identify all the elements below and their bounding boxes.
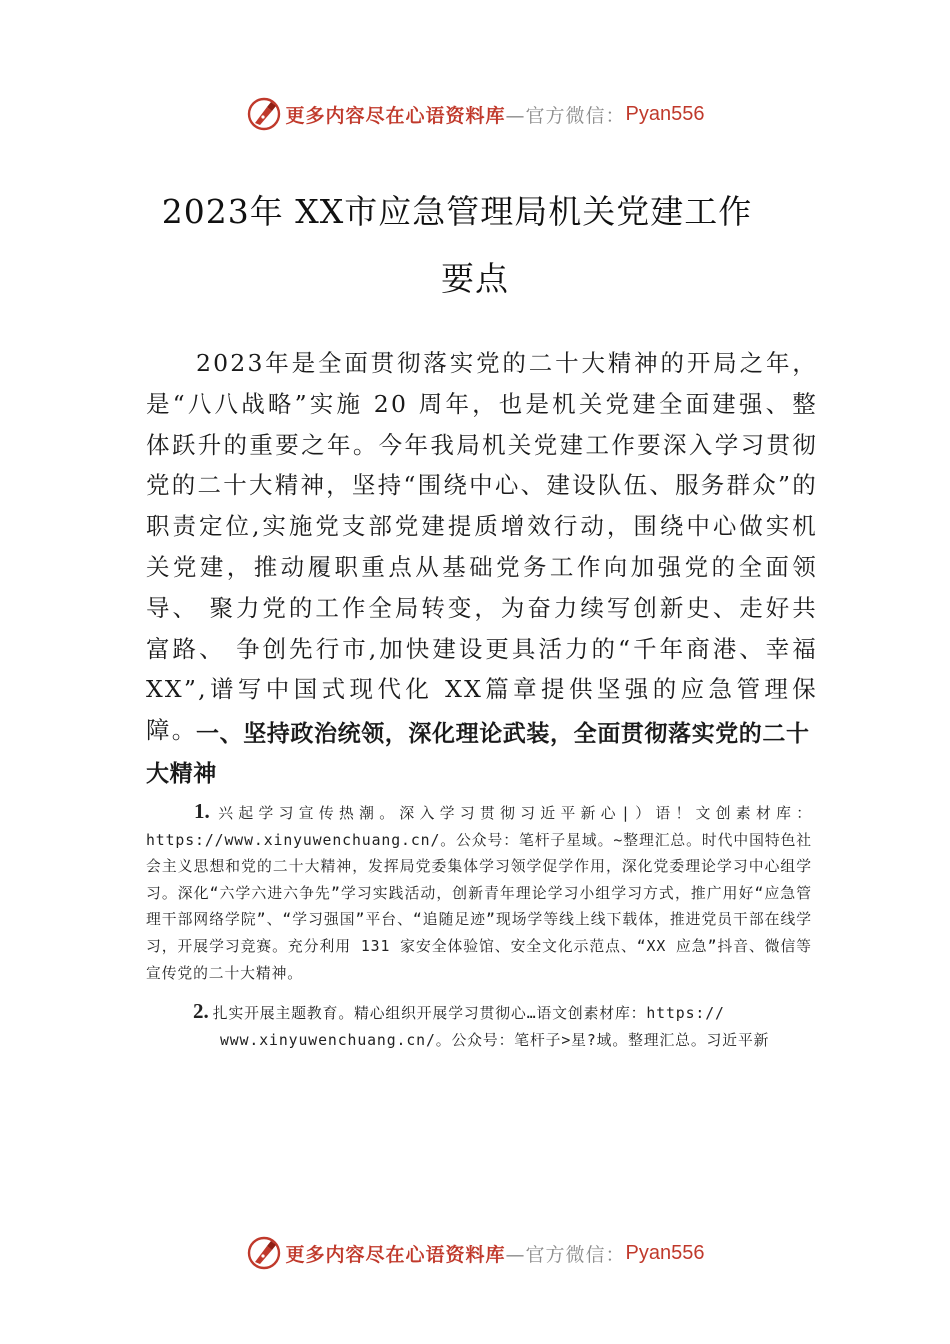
list-item-2-continuation: www.xinyuwenchuang.cn/。公众号：笔杆子>星?域。整理汇总。习近平新 xyxy=(220,1031,770,1049)
banner-wechat-id: Pyan556 xyxy=(625,1241,705,1264)
list-item-2-text: 扎实开展主题教育。精心组织开展学习贯彻心…语文创素材库：https:// xyxy=(212,1005,725,1022)
header-watermark-banner xyxy=(0,92,950,136)
banner-wechat-label: —官方微信： xyxy=(505,104,626,127)
banner-library-text: 更多内容尽在心语资料库 xyxy=(285,1243,506,1266)
banner-wechat-label: —官方微信： xyxy=(505,1243,626,1266)
list-item-1-number: 1. xyxy=(194,799,210,823)
list-item-1 xyxy=(146,798,812,987)
pen-nib-logo-icon xyxy=(246,1235,282,1271)
list-item-1-text: 兴起学习宣传热潮。深入学习贯彻习近平新心|）语！文创素材库：https://www.xinyuwenchuang.cn/。公众号：笔杆子星域。~整理汇总。时代中国特色社会主义思想和党的二十大精神，发挥局党委集体学习领学促学作用，深化党委理论学习中心组学习。深化“六学六进六争先”学习实践活动，创新青年理论学习小组学习方式，推广用好“应急管理干部网络学院”、“学习强国”平台、“追随足迹”现场学等线上线下载体，推进党员干部在线学习，开展学习竞赛。充分利用 131 家安全体验馆、安全文化示范点、“XX 应急”抖音、微信等宣传党的二十大精神。 xyxy=(146,805,812,982)
banner-wechat-id: Pyan556 xyxy=(625,102,705,125)
list-item-2-number: 2. xyxy=(193,999,209,1023)
list-item-2 xyxy=(193,998,803,1054)
pen-nib-logo-icon xyxy=(246,96,282,132)
intro-paragraph: 2023年是全面贯彻落实党的二十大精神的开局之年，是“八八战略”实施 20 周年，也是机关党建全面建强、整体跃升的重要之年。今年我局机关党建工作要深入学习贯彻党的二十大精神，坚持“围绕中心、建设队伍、服务群众”的职责定位,实施党支部党建提质增效行动，围绕中心做实机关党建，推动履职重点从基础党务工作向加强党的全面领导、 聚力党的工作全局转变，为奋力续写创新史、走好共富路、 争创先行市,加快建设更具活力的“千年商港、幸福 XX”,谱写中国式现代化 XX篇章提供坚强的应急管理保障。 xyxy=(146,349,818,745)
banner-library-text: 更多内容尽在心语资料库 xyxy=(285,104,506,127)
footer-watermark-banner xyxy=(0,1231,950,1275)
section-heading-1: 一、坚持政治统领，深化理论武装，全面贯彻落实党的二十大精神 xyxy=(146,721,810,787)
document-title-line1: 2023年 XX市应急管理局机关党建工作 xyxy=(161,192,753,231)
document-title-line2: 要点 xyxy=(441,259,509,298)
